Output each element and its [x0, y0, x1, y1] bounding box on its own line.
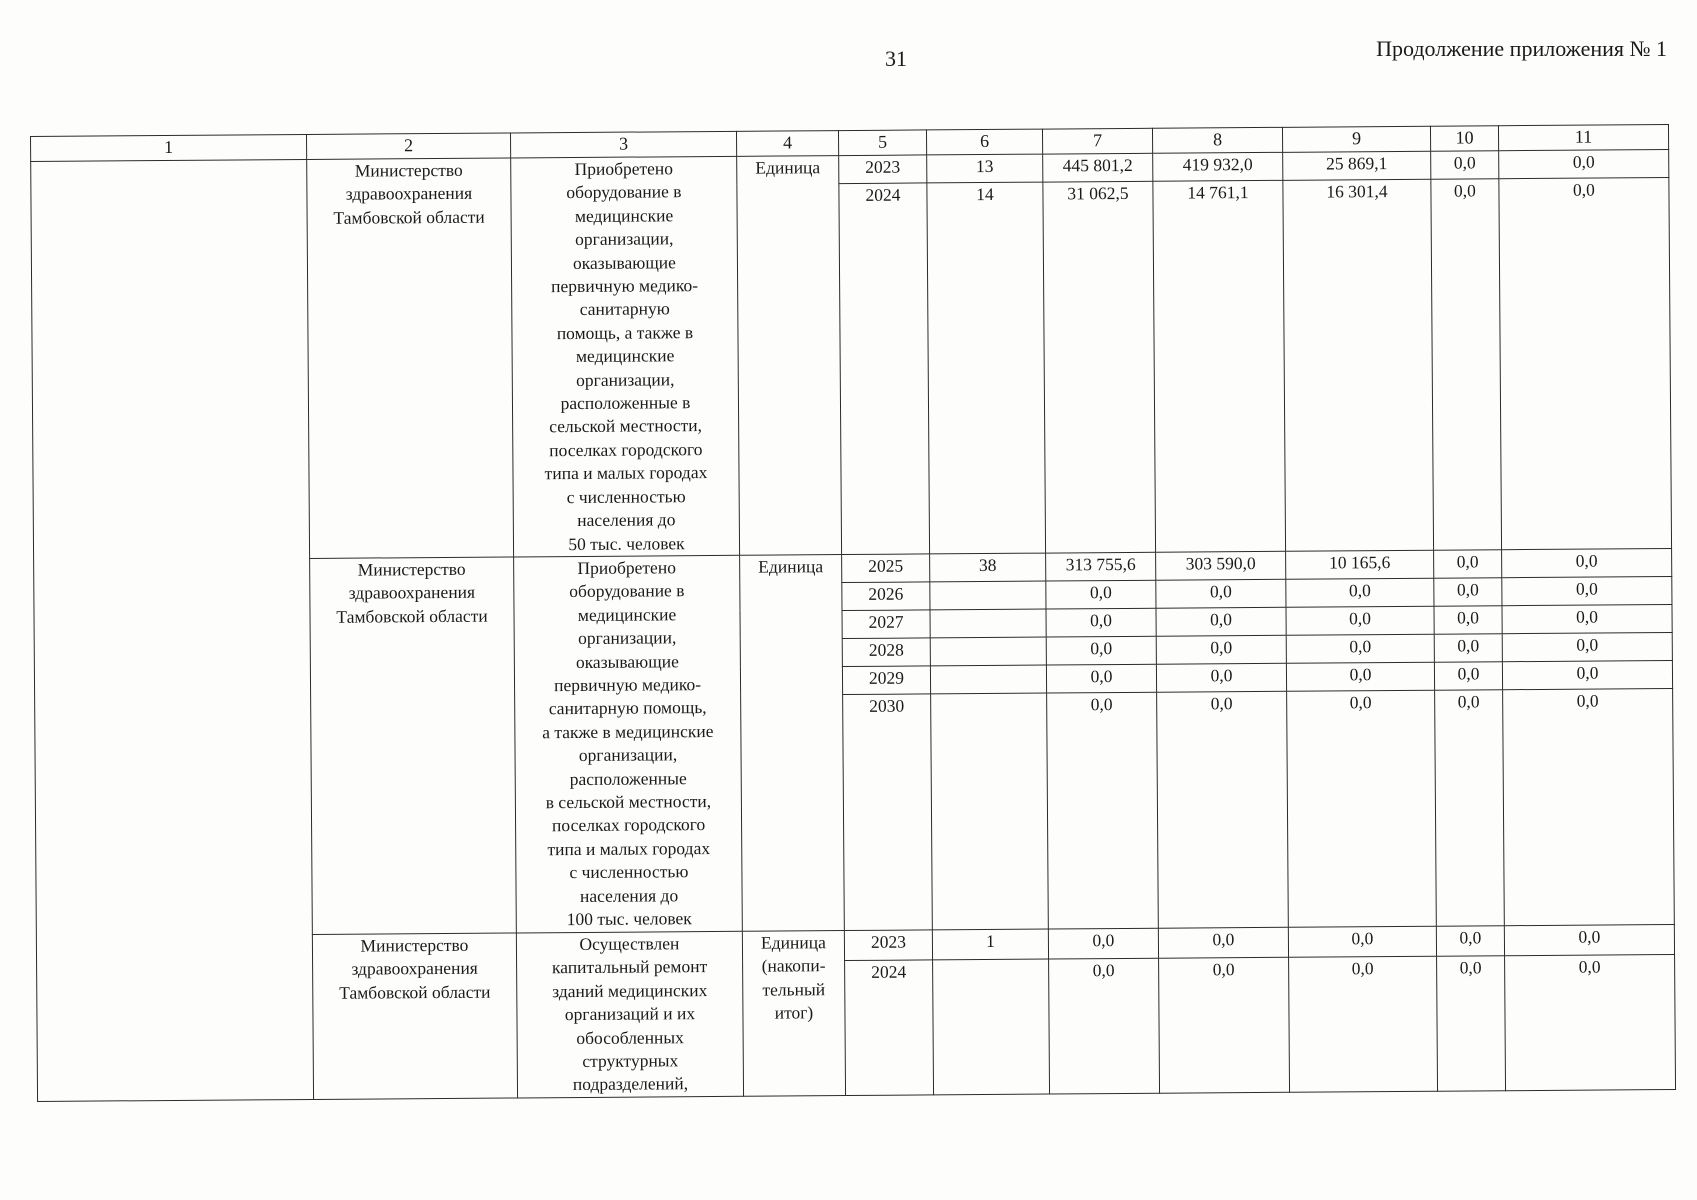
total-cell: 0,0: [1046, 608, 1156, 637]
column-header: 9: [1282, 126, 1430, 152]
federal-budget-cell: 14 761,1: [1153, 180, 1286, 552]
total-cell: 0,0: [1049, 958, 1160, 1093]
regional-budget-cell: 0,0: [1289, 956, 1438, 1092]
column-header: 5: [838, 130, 926, 156]
column-header: 3: [510, 131, 736, 158]
year-cell: 2030: [843, 694, 933, 931]
column-header: 7: [1042, 128, 1152, 154]
value-cell: 38: [930, 553, 1046, 582]
column-header: 8: [1152, 127, 1282, 153]
local-budget-cell: 0,0: [1431, 151, 1499, 180]
federal-budget-cell: 0,0: [1156, 607, 1286, 636]
total-cell: 31 062,5: [1043, 181, 1156, 553]
executor-cell: Министерство здравоохранения Тамбовской области: [312, 933, 517, 1099]
local-budget-cell: 0,0: [1434, 550, 1502, 578]
year-cell: 2028: [842, 638, 930, 667]
other-sources-cell: 0,0: [1503, 688, 1675, 925]
regional-budget-cell: 0,0: [1286, 606, 1434, 635]
column-header: 11: [1498, 124, 1668, 150]
unit-cell: Единица: [737, 156, 842, 556]
regional-budget-cell: 0,0: [1286, 634, 1434, 663]
local-budget-cell: 0,0: [1431, 179, 1502, 550]
regional-budget-cell: 10 165,6: [1286, 550, 1434, 579]
column-header: 4: [736, 131, 838, 157]
page-number: 31: [885, 46, 907, 71]
local-budget-cell: 0,0: [1437, 956, 1506, 1091]
total-cell: 0,0: [1048, 928, 1158, 959]
value-cell: [930, 609, 1046, 638]
regional-budget-cell: 0,0: [1286, 578, 1434, 607]
total-cell: 313 755,6: [1046, 552, 1156, 581]
unit-cell: Единица (накопи- тельный итог): [742, 930, 845, 1096]
result-cell: Приобретено оборудование в медицинские организации, оказывающие первичную медико- санитарную помощь, а также в медицинские организации, расположенные в сельской местности, поселках городского типа и малых городах с численностью населения до 100 тыс. человек: [514, 555, 743, 933]
local-budget-cell: 0,0: [1434, 634, 1502, 662]
value-cell: [930, 637, 1046, 666]
local-budget-cell: 0,0: [1434, 606, 1502, 634]
column-header: 6: [926, 129, 1042, 155]
column-header: 10: [1430, 126, 1498, 151]
value-cell: [930, 665, 1046, 694]
federal-budget-cell: 303 590,0: [1156, 551, 1286, 580]
column-header: 2: [306, 133, 510, 159]
federal-budget-cell: 0,0: [1156, 635, 1286, 664]
year-cell: 2026: [842, 582, 930, 611]
total-cell: 0,0: [1047, 692, 1159, 929]
value-cell: [931, 693, 1049, 930]
local-budget-cell: 0,0: [1434, 662, 1502, 690]
result-cell: Осуществлен капитальный ремонт зданий медицинских организаций и их обособленных структурных подразделений,: [516, 931, 743, 1097]
other-sources-cell: 0,0: [1499, 149, 1669, 178]
column-header: 1: [31, 134, 307, 161]
federal-budget-cell: 0,0: [1158, 927, 1288, 958]
executor-cell: Министерство здравоохранения Тамбовской области: [307, 158, 514, 558]
local-budget-cell: 0,0: [1436, 926, 1504, 957]
appendix-note: Продолжение приложения № 1: [1376, 36, 1667, 61]
executor-cell: Министерство здравоохранения Тамбовской области: [310, 557, 517, 934]
other-sources-cell: 0,0: [1502, 604, 1672, 633]
value-cell: 13: [927, 154, 1043, 183]
total-cell: 445 801,2: [1043, 153, 1153, 182]
total-cell: 0,0: [1046, 580, 1156, 609]
value-cell: 14: [927, 182, 1046, 554]
regional-budget-cell: 16 301,4: [1283, 179, 1434, 551]
value-cell: [930, 581, 1046, 610]
total-cell: 0,0: [1046, 636, 1156, 665]
federal-budget-cell: 0,0: [1157, 691, 1289, 928]
regional-budget-cell: 25 869,1: [1283, 151, 1431, 180]
year-cell: 2024: [845, 960, 934, 1095]
empty-first-column-cell: [31, 159, 314, 1101]
regional-budget-cell: 0,0: [1287, 690, 1437, 927]
federal-budget-cell: 0,0: [1159, 957, 1290, 1093]
year-cell: 2027: [842, 610, 930, 639]
other-sources-cell: 0,0: [1505, 955, 1676, 1091]
federal-budget-cell: 0,0: [1156, 579, 1286, 608]
data-table: [30, 124, 1676, 1102]
year-cell: 2023: [839, 155, 927, 184]
document-sheet: [30, 124, 1675, 1121]
other-sources-cell: 0,0: [1502, 548, 1672, 577]
unit-cell: Единица: [740, 554, 845, 931]
total-cell: 0,0: [1046, 664, 1156, 693]
other-sources-cell: 0,0: [1502, 660, 1672, 689]
other-sources-cell: 0,0: [1504, 924, 1674, 955]
value-cell: [933, 959, 1050, 1095]
regional-budget-cell: 0,0: [1286, 662, 1434, 691]
result-cell: Приобретено оборудование в медицинские организации, оказывающие первичную медико- санитарную помощь, а также в медицинские организации, расположенные в сельской местности, поселках городского типа и малых городах с численностью населения до 50 тыс. человек: [511, 156, 740, 557]
regional-budget-cell: 0,0: [1288, 926, 1436, 957]
year-cell: 2024: [839, 183, 930, 554]
year-cell: 2023: [844, 930, 932, 961]
federal-budget-cell: 419 932,0: [1153, 152, 1283, 181]
local-budget-cell: 0,0: [1435, 690, 1505, 926]
federal-budget-cell: 0,0: [1156, 663, 1286, 692]
value-cell: 1: [932, 929, 1048, 960]
local-budget-cell: 0,0: [1434, 578, 1502, 606]
year-cell: 2025: [842, 554, 930, 583]
other-sources-cell: 0,0: [1502, 576, 1672, 605]
other-sources-cell: 0,0: [1499, 178, 1672, 550]
year-cell: 2029: [842, 666, 930, 695]
other-sources-cell: 0,0: [1502, 632, 1672, 661]
